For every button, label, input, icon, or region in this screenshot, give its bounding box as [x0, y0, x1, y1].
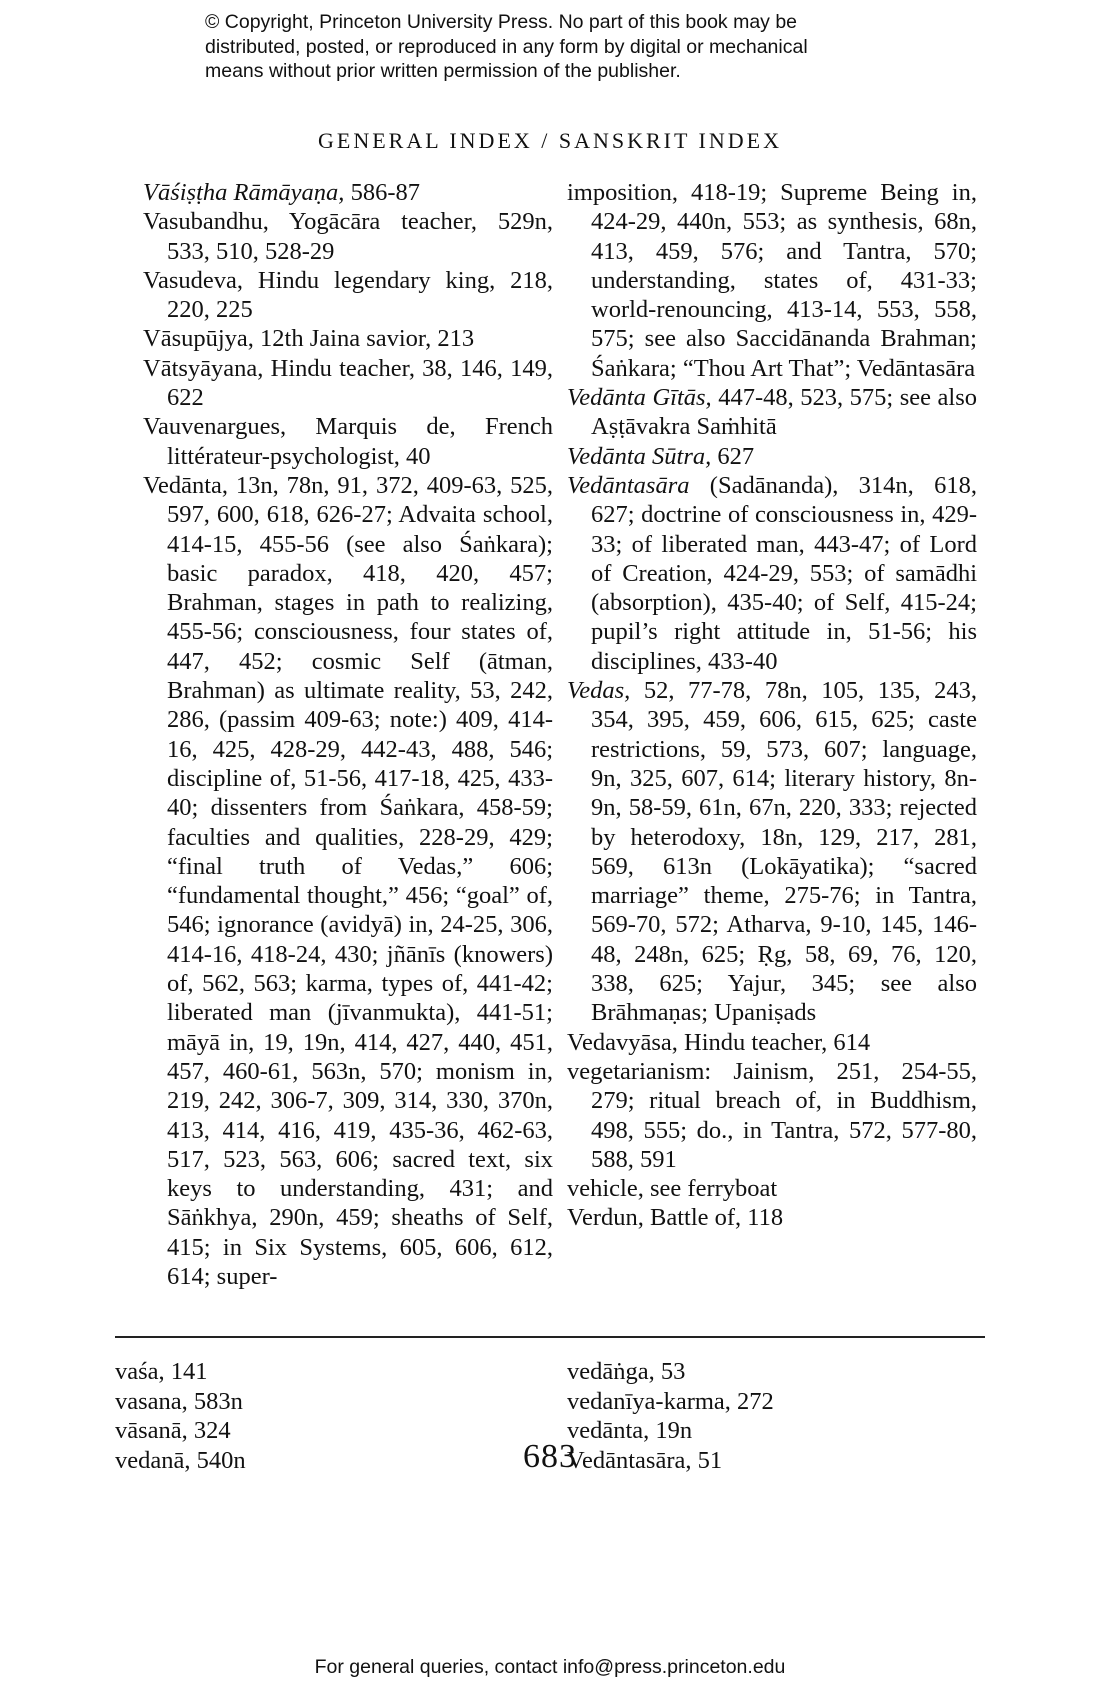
- general-index-right-column: [567, 178, 977, 1233]
- index-entry: [567, 676, 977, 1028]
- index-headword: vegetarianism:: [567, 1057, 712, 1085]
- sanskrit-index-entry: vedanā, 540n: [115, 1446, 246, 1474]
- index-entry: [143, 266, 553, 325]
- index-locators: 627: [711, 442, 755, 470]
- index-locators: imposition, 418-19; Supreme Being in, 424-29, 440n, 553; as synthesis, 68n, 413, 459, 576; and Tantra, 570; understanding, states of, 431-33; world-renouncing, 413-14, 553, 558, 575; see also Saccidānanda Brahman; Śaṅkara; “Thou Art That”; Vedāntasāra: [567, 179, 977, 382]
- index-locators: 447-48, 523, 575; see also Aṣṭāvakra Saṁhitā: [591, 384, 977, 441]
- copyright-notice: [205, 10, 925, 84]
- index-headword: Vātsyāyana,: [143, 354, 264, 382]
- index-headword: Verdun,: [567, 1204, 644, 1232]
- index-entry: [567, 471, 977, 676]
- index-headword: Vāsupūjya,: [143, 325, 254, 353]
- running-head: GENERAL INDEX / SANSKRIT INDEX: [318, 128, 782, 153]
- index-entry: [567, 1057, 977, 1174]
- index-locators: Hindu teacher, 614: [677, 1028, 871, 1056]
- index-headword: vehicle,: [567, 1175, 644, 1203]
- copyright-line: means without prior written permission of the publisher.: [205, 60, 681, 82]
- index-entry-continuation: [567, 178, 977, 383]
- index-headword: Vedānta Sūtra,: [567, 442, 712, 470]
- index-entry: [143, 324, 553, 353]
- index-entry: [143, 412, 553, 471]
- sanskrit-index-entry: vedāṅga, 53: [567, 1358, 686, 1385]
- index-locators: Marquis de, French littérateur-psychologist, 40: [167, 413, 553, 470]
- index-locators: Hindu teacher, 38, 146, 149, 622: [167, 354, 553, 412]
- index-locators: 13n, 78n, 91, 372, 409-63, 525, 597, 600, 618, 626-27; Advaita school, 414-15, 455-56 (see also Śaṅkara); basic paradox, 418, 420, 457; Brahman, stages in path to realizing, 455-56; consciousness, four states of, 447, 452; cosmic Self (ātman, Brahman) as ultimate reality, 53, 242, 286, (passim 409-63; note:) 409, 414-16, 425, 428-29, 442-43, 488, 546; discipline of, 51-56, 417-18, 425, 433-40; dissenters from Śaṅkara, 458-59; faculties and qualities, 228-29, 429; “final truth of Vedas,” 606; “fundamental thought,” 456; “goal” of, 546; ignorance (avidyā) in, 24-25, 306, 414-16, 418-24, 430; jñānīs (knowers) of, 562, 563; karma, types of, 441-42; liberated man (jīvanmukta), 441-51; māyā in, 19, 19n, 414, 427, 440, 451, 457, 460-61, 563n, 570; monism in, 219, 242, 306-7, 309, 314, 330, 370n, 413, 414, 416, 419, 435-36, 462-63, 517, 523, 563, 606; sacred text, six keys to understanding, 431; and Sāṅkhya, 290n, 459; sheaths of Self, 415; in Six Systems, 605, 606, 612, 614; super-: [167, 471, 553, 1290]
- index-headword: Vedānta,: [143, 471, 229, 499]
- general-index-left-column: [143, 178, 553, 1291]
- index-locators: 52, 77-78, 78n, 105, 135, 243, 354, 395, 459, 606, 615, 625; caste restrictions, 59, 573, 607; language, 9n, 325, 607, 614; literary history, 8n-9n, 58-59, 61n, 67n, 220, 333; rejected by heterodoxy, 18n, 129, 217, 281, 569, 613n (Lokāyatika); “sacred marriage” theme, 275-76; in Tantra, 569-70, 572; Atharva, 9-10, 145, 146-48, 248n, 625; Ṛg, 58, 69, 76, 120, 338, 625; Yajur, 345; see also Brāhmaṇas; Upaniṣads: [591, 677, 977, 1027]
- index-entry: [143, 178, 553, 207]
- index-headword: Vāśiṣṭha Rāmāyaṇa,: [143, 179, 345, 206]
- index-headword: Vedas,: [567, 677, 631, 705]
- index-locators: Battle of, 118: [643, 1204, 784, 1232]
- index-divider-rule: [115, 1336, 985, 1338]
- index-locators: 12th Jaina savior, 213: [253, 325, 475, 353]
- index-locators: 586-87: [344, 179, 420, 206]
- index-headword: Vedāntasāra: [567, 471, 690, 499]
- index-entry: [143, 354, 553, 413]
- sanskrit-index-entry: vedānta, 19n: [567, 1417, 693, 1444]
- sanskrit-index-entry: vedanīya-karma, 272: [567, 1387, 774, 1415]
- sanskrit-index-entry: vaśa, 141: [115, 1358, 208, 1385]
- index-entry: [567, 383, 977, 442]
- index-locators: Hindu legendary king, 218, 220, 225: [167, 266, 553, 324]
- index-entry: [567, 442, 977, 471]
- copyright-line: distributed, posted, or reproduced in any form by digital or mechanical: [205, 35, 808, 58]
- index-locators: see ferryboat: [643, 1175, 778, 1203]
- index-locators: Jainism, 251, 254-55, 279; ritual breach of, in Buddhism, 498, 555; do., in Tantra, 572, 577-80, 588, 591: [591, 1057, 977, 1173]
- copyright-line: © Copyright, Princeton University Press. No part of this book may be: [205, 11, 798, 33]
- index-locators: (Sadānanda), 314n, 618, 627; doctrine of consciousness in, 429-33; of liberated man, 443-47; of Lord of Creation, 424-29, 553; of samādhi (absorption), 435-40; of Self, 415-24; pupil’s right attitude in, 51-56; his disciplines, 433-40: [591, 471, 977, 675]
- index-headword: Vasudeva,: [143, 266, 244, 294]
- index-headword: Vedavyāsa,: [567, 1028, 678, 1056]
- sanskrit-index-entry: vāsanā, 324: [115, 1417, 231, 1444]
- index-entry: [143, 207, 553, 266]
- index-entry: [143, 471, 553, 1291]
- sanskrit-index-entry: vasana, 583n: [115, 1387, 243, 1415]
- index-entry: [567, 1203, 977, 1232]
- index-headword: Vedānta Gītās,: [567, 384, 712, 412]
- footer-contact: For general queries, contact info@press.princeton.edu: [314, 1656, 786, 1678]
- index-headword: Vauvenargues,: [143, 413, 287, 441]
- page-number: 683: [523, 1438, 577, 1475]
- index-headword: Vasubandhu,: [143, 208, 269, 236]
- index-entry: [567, 1028, 977, 1057]
- index-locators: Yogācāra teacher, 529n, 533, 510, 528-29: [167, 208, 553, 265]
- sanskrit-index-entry: Vedāntasāra, 51: [567, 1446, 723, 1474]
- index-entry: [567, 1174, 977, 1203]
